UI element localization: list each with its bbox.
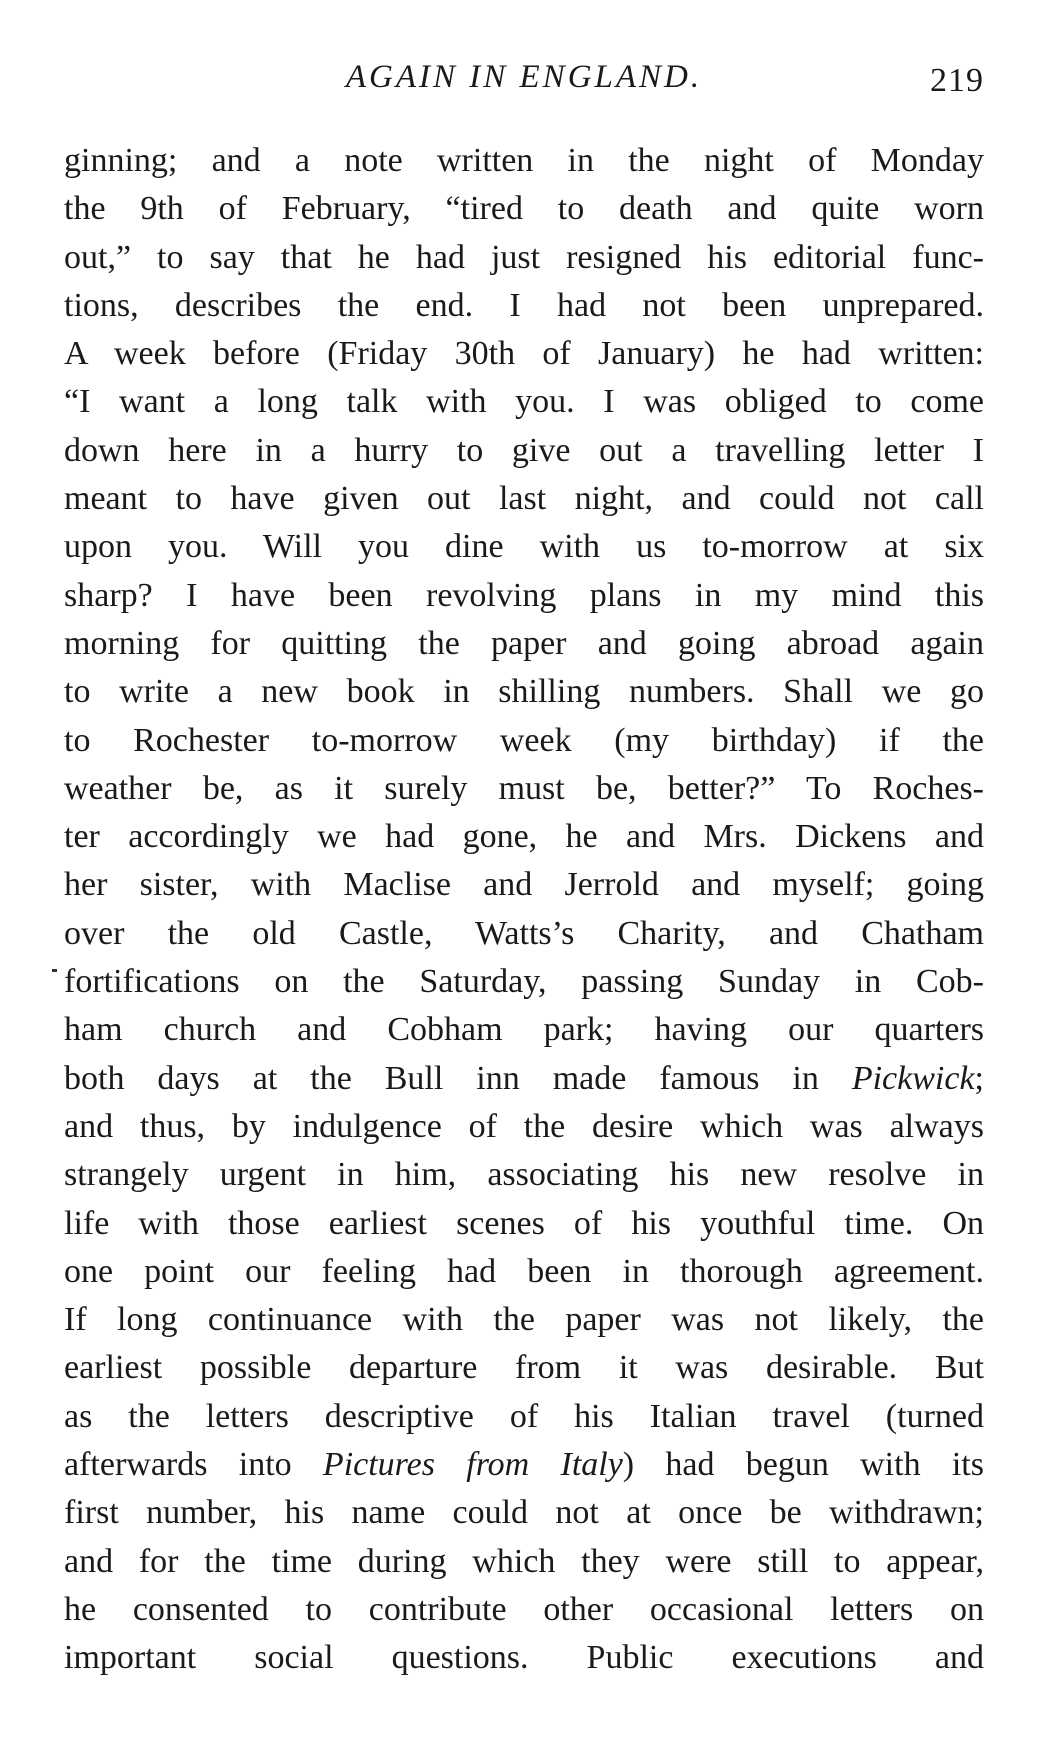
text-line: A week before (Friday 30th of January) he had written: xyxy=(64,335,984,373)
text-line-with-italic xyxy=(64,1441,984,1489)
text-line: upon you. Will you dine with us to-morrow at six xyxy=(64,528,984,566)
text-line-with-italic xyxy=(64,1055,984,1103)
text-line: strangely urgent in him, associating his new resolve in xyxy=(64,1156,984,1194)
text-line: to write a new book in shilling numbers. Shall we go xyxy=(64,673,984,711)
body-text xyxy=(64,137,984,1683)
text-line: meant to have given out last night, and could not call xyxy=(64,480,984,518)
text-line: earliest possible departure from it was desirable. But xyxy=(64,1349,984,1387)
text-line: and for the time during which they were still to appear, xyxy=(64,1542,984,1580)
text-fragment: ) had begun with its xyxy=(622,1446,984,1484)
text-fragment: ; xyxy=(974,1059,984,1097)
text-line: tions, describes the end. I had not been unprepared. xyxy=(64,286,984,324)
text-line: down here in a hurry to give out a travelling letter I xyxy=(64,431,984,469)
margin-mark xyxy=(52,969,57,972)
text-line: to Rochester to-morrow week (my birthday) if the xyxy=(64,721,984,759)
text-line: sharp? I have been revolving plans in my mind this xyxy=(64,576,984,614)
text-line: one point our feeling had been in thorough agreement. xyxy=(64,1252,984,1290)
text-line: fortifications on the Saturday, passing Sunday in Cob- xyxy=(64,963,984,1001)
text-line: ter accordingly we had gone, he and Mrs. Dickens and xyxy=(64,818,984,856)
text-line: If long continuance with the paper was not likely, the xyxy=(64,1301,984,1339)
text-line: her sister, with Maclise and Jerrold and myself; going xyxy=(64,866,984,904)
text-line: over the old Castle, Watts’s Charity, and Chatham xyxy=(64,914,984,952)
running-head xyxy=(64,52,984,102)
italic-title: Pickwick xyxy=(851,1059,975,1097)
running-title: AGAIN IN ENGLAND. xyxy=(345,59,703,95)
text-line: weather be, as it surely must be, better?” To Roches- xyxy=(64,769,984,807)
page-number: 219 xyxy=(930,62,984,99)
italic-title: Pictures from Italy xyxy=(322,1446,623,1484)
text-line: “I want a long talk with you. I was obliged to come xyxy=(64,383,984,421)
text-line: life with those earliest scenes of his youthful time. On xyxy=(64,1204,984,1242)
text-line: ham church and Cobham park; having our quarters xyxy=(64,1011,984,1049)
text-line: as the letters descriptive of his Italian travel (turned xyxy=(64,1397,984,1435)
text-line: first number, his name could not at once be withdrawn; xyxy=(64,1494,984,1532)
text-line: out,” to say that he had just resigned his editorial func- xyxy=(64,238,984,276)
text-fragment: afterwards into xyxy=(64,1446,323,1484)
text-line: and thus, by indulgence of the desire which was always xyxy=(64,1107,984,1145)
text-line: morning for quitting the paper and going abroad again xyxy=(64,624,984,662)
text-line: he consented to contribute other occasional letters on xyxy=(64,1590,984,1628)
text-line: ginning; and a note written in the night of Monday xyxy=(64,142,984,179)
text-line: the 9th of February, “tired to death and quite worn xyxy=(64,190,984,228)
text-fragment: both days at the Bull inn made famous in xyxy=(64,1059,852,1097)
text-line: important social questions. Public executions and xyxy=(64,1639,984,1677)
